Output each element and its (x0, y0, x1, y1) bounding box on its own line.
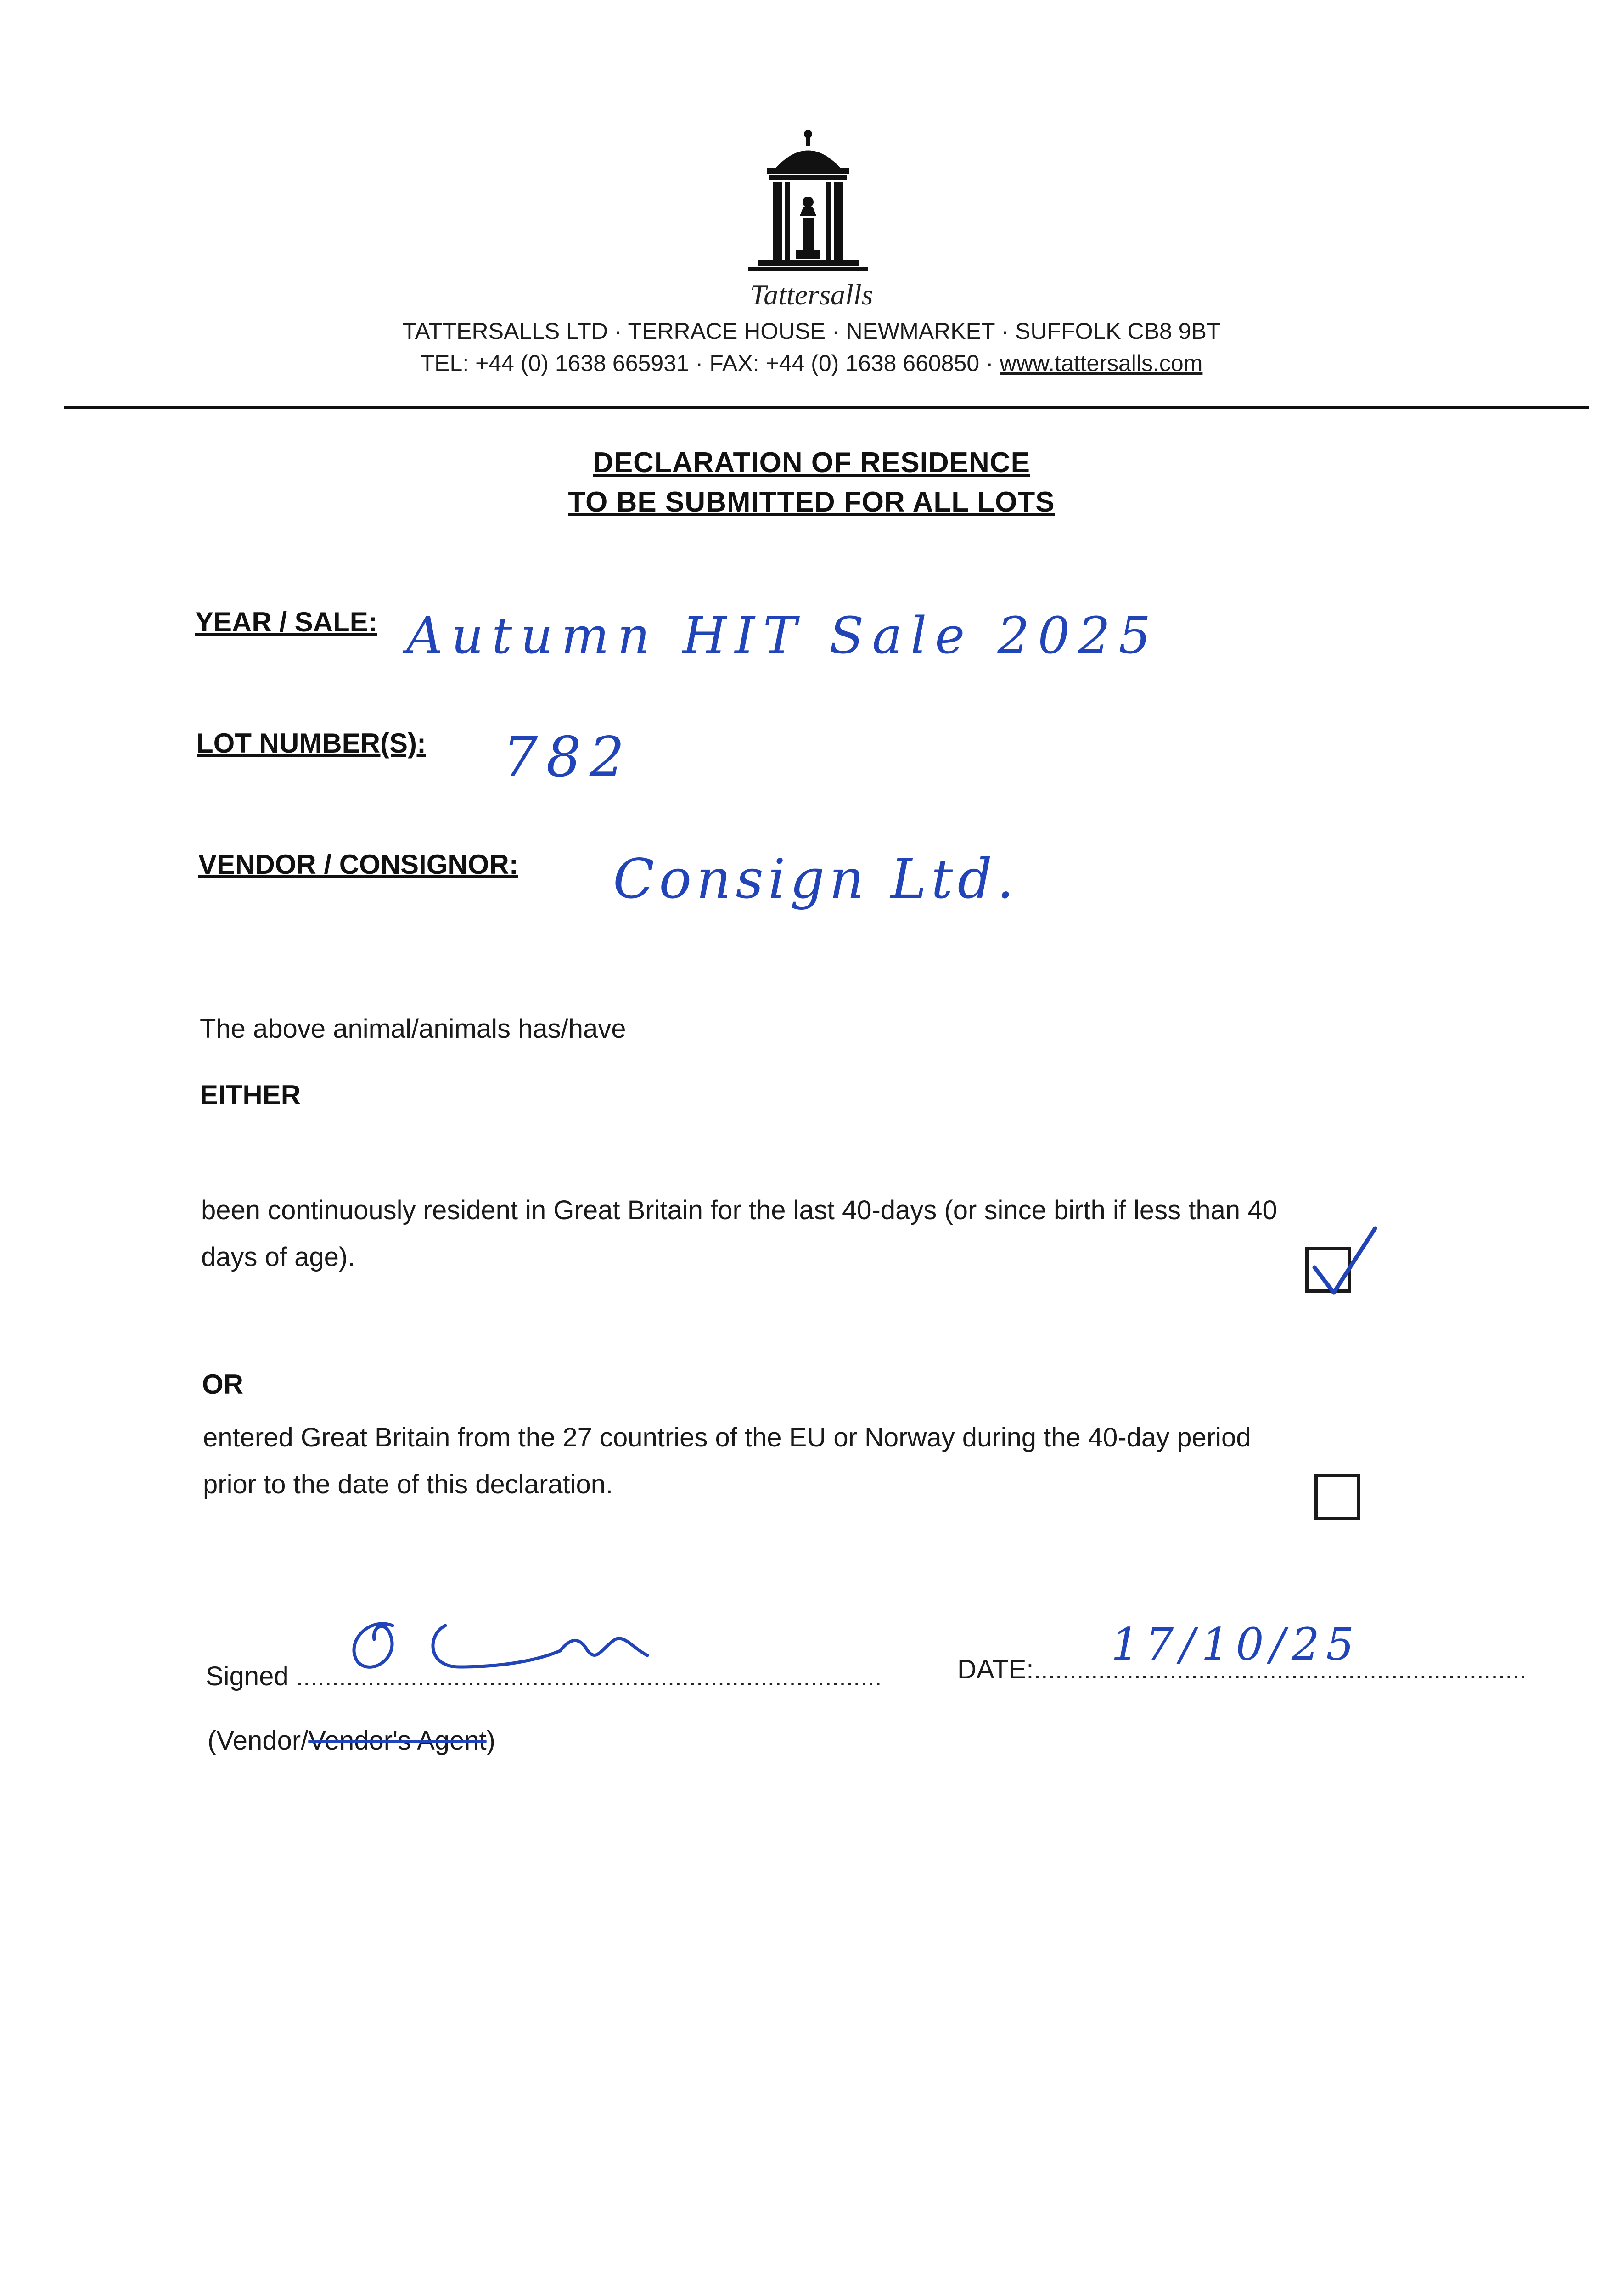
declaration-intro: The above animal/animals has/have (200, 1014, 626, 1044)
contact-numbers: TEL: +44 (0) 1638 665931 · FAX: +44 (0) 1638 660850 · (420, 350, 1000, 376)
vendor-label: VENDOR / CONSIGNOR: (198, 849, 518, 880)
role-vendor: (Vendor/ (208, 1726, 309, 1756)
date-dotted-line: ..................................................................... (1033, 1655, 1527, 1684)
website-link[interactable]: www.tattersalls.com (1000, 350, 1203, 376)
option-1-line-1: been continuously resident in Great Britain for the last 40-days (or since birth if less than 40 (201, 1195, 1277, 1225)
year-sale-label: YEAR / SALE: (195, 607, 377, 637)
form-title: DECLARATION OF RESIDENCE (593, 447, 1030, 478)
signatory-role (208, 1717, 495, 1764)
contact-line (0, 350, 1623, 377)
role-close: ) (486, 1726, 495, 1756)
or-label: OR (202, 1369, 243, 1400)
option-1-line-2: days of age). (201, 1242, 355, 1272)
checkmark-icon (1306, 1224, 1380, 1302)
role-vendors-agent-struck: Vendor's Agent (308, 1726, 487, 1756)
date-label: DATE: (957, 1654, 1034, 1684)
date-value[interactable]: 17/10/25 (1111, 1619, 1361, 1670)
year-sale-value[interactable]: Autumn HIT Sale 2025 (406, 606, 1159, 665)
vendor-value[interactable]: Consign Ltd. (613, 847, 1019, 911)
form-subtitle: TO BE SUBMITTED FOR ALL LOTS (568, 486, 1055, 518)
lot-number-label: LOT NUMBER(S): (197, 728, 426, 759)
signed-label: Signed (206, 1661, 289, 1691)
option-2-line-2: prior to the date of this declaration. (203, 1469, 613, 1499)
header-divider (64, 406, 1589, 409)
tattersalls-logo-icon (748, 124, 868, 280)
option-1-text (201, 1187, 1277, 1281)
either-label: EITHER (200, 1080, 301, 1110)
company-address: TATTERSALLS LTD · TERRACE HOUSE · NEWMARKET · SUFFOLK CB8 9BT (402, 318, 1221, 344)
signature-image[interactable] (340, 1607, 707, 1685)
option-2-checkbox[interactable] (1314, 1474, 1360, 1520)
lot-number-value[interactable]: 782 (503, 726, 633, 789)
brand-name: Tattersalls (750, 278, 873, 311)
signature-dotted-line: .................................................................................. (296, 1662, 882, 1691)
option-2-line-1: entered Great Britain from the 27 countries of the EU or Norway during the 40-day period (203, 1423, 1251, 1452)
option-2-text (203, 1414, 1251, 1508)
